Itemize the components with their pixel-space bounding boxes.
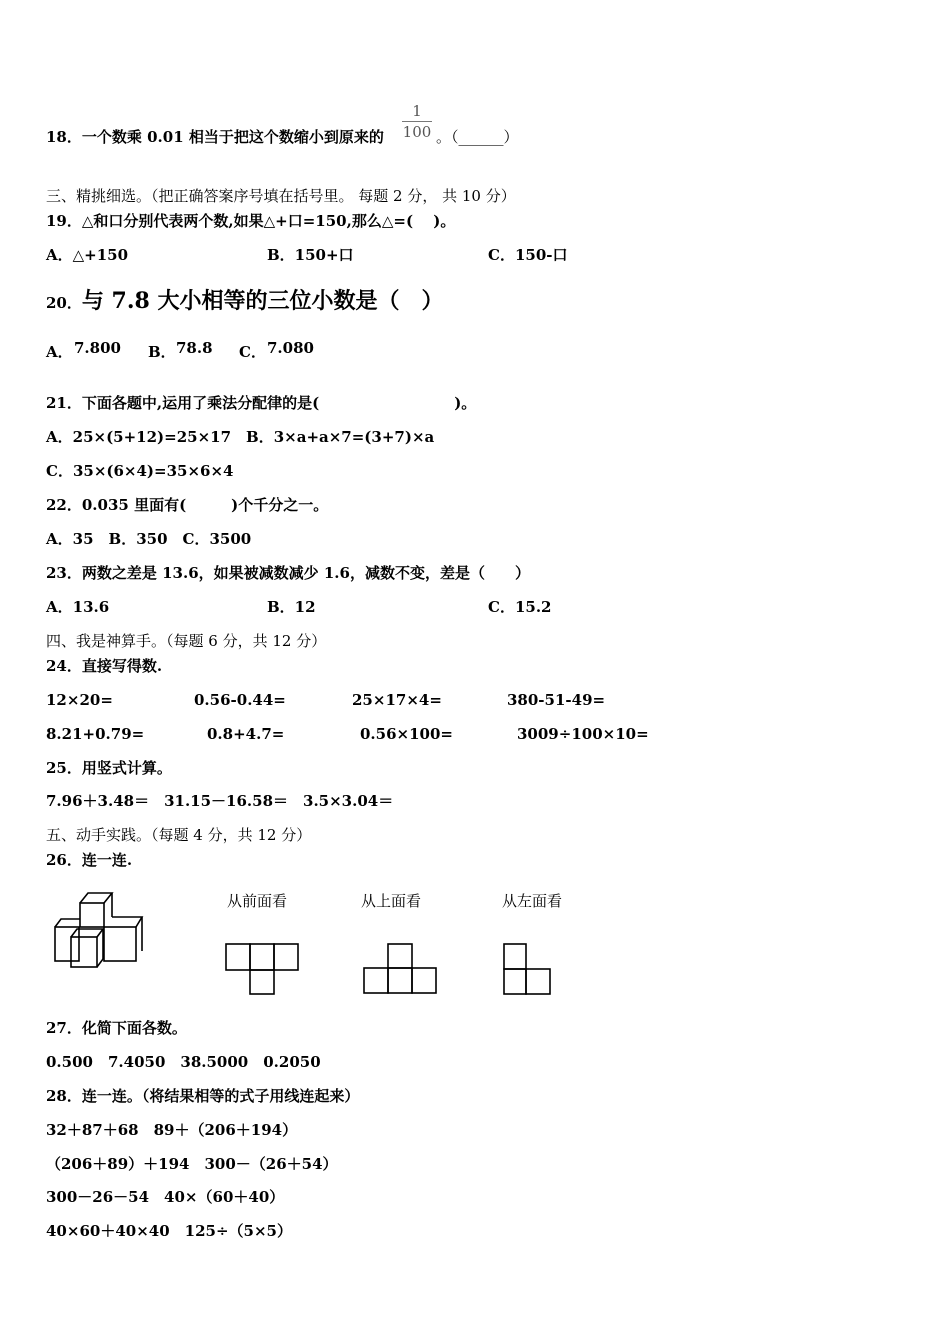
q28-row: 300－26－54 40×（60＋40） xyxy=(46,1188,285,1206)
left-view-figure xyxy=(500,940,560,1000)
q22-options: A．35 B．350 C．3500 xyxy=(46,530,252,548)
q24-item: 0.8+4.7= xyxy=(207,725,285,743)
q24-item: 8.21+0.79= xyxy=(46,725,145,743)
q24-text: 24．直接写得数. xyxy=(46,657,163,675)
q20-option-b-label: B． xyxy=(148,343,176,361)
q24-item: 0.56-0.44= xyxy=(194,691,286,709)
q21-option-c: C．35×(6×4)=35×6×4 xyxy=(46,462,234,480)
q23-option-c: C．15.2 xyxy=(488,598,552,616)
q19-option-a: A．△+150 xyxy=(46,246,129,264)
q25-items: 7.96＋3.48＝ 31.15－16.58＝ 3.5×3.04＝ xyxy=(46,792,394,810)
q21-text: 21．下面各题中,运用了乘法分配律的是( )。 xyxy=(46,394,477,412)
q20-option-c-label: C． xyxy=(239,343,266,361)
q23-option-b: B．12 xyxy=(267,598,316,616)
q26-text: 26．连一连. xyxy=(46,851,133,869)
q24-item: 0.56×100= xyxy=(360,725,453,743)
q20-text: 20．与 7.8 大小相等的三位小数是（ ） xyxy=(46,288,444,314)
q19-option-b: B．150+口 xyxy=(267,246,354,264)
q23-text: 23．两数之差是 13.6，如果被减数减少 1.6，减数不变，差是（ ） xyxy=(46,564,530,582)
q19-option-c: C．150-口 xyxy=(488,246,568,264)
front-view-figure xyxy=(222,940,332,1000)
view-label-left: 从左面看 xyxy=(502,892,563,910)
q20-option-a-label: A． xyxy=(46,343,73,361)
q21-options-ab: A．25×(5+12)=25×17 B．3×a+a×7=(3+7)×a xyxy=(46,428,435,446)
q28-text: 28．连一连。（将结果相等的式子用线连起来） xyxy=(46,1087,360,1105)
q18-answer-blank: 。（______） xyxy=(436,128,519,146)
section4-heading: 四、我是神算手。（每题 6 分，共 12 分） xyxy=(46,632,327,650)
q18-text: 18．一个数乘 0.01 相当于把这个数缩小到原来的 xyxy=(46,128,384,146)
view-label-top: 从上面看 xyxy=(361,892,422,910)
cube-stack-figure xyxy=(47,885,157,975)
q28-row: （206＋89）＋194 300－（26＋54） xyxy=(46,1155,338,1173)
q20-option-c: 7.080 xyxy=(267,339,314,357)
fraction-one-hundredth: 1 100 xyxy=(402,102,432,141)
top-view-figure xyxy=(360,940,450,1000)
q20-option-b: 78.8 xyxy=(176,339,213,357)
q23-option-a: A．13.6 xyxy=(46,598,110,616)
q24-item: 380-51-49= xyxy=(507,691,606,709)
q27-text: 27．化简下面各数。 xyxy=(46,1019,187,1037)
q19-text: 19．△和口分别代表两个数,如果△+口=150,那么△=( )。 xyxy=(46,212,456,230)
q24-item: 12×20= xyxy=(46,691,113,709)
q27-items: 0.500 7.4050 38.5000 0.2050 xyxy=(46,1053,321,1071)
q24-item: 3009÷100×10= xyxy=(517,725,649,743)
q20-option-a: 7.800 xyxy=(74,339,121,357)
section3-heading: 三、精挑细选。（把正确答案序号填在括号里。 每题 2 分， 共 10 分） xyxy=(46,187,516,205)
q22-text: 22．0.035 里面有( )个千分之一。 xyxy=(46,496,329,514)
q24-item: 25×17×4= xyxy=(352,691,442,709)
q25-text: 25．用竖式计算。 xyxy=(46,759,172,777)
view-label-front: 从前面看 xyxy=(227,892,288,910)
q28-row: 32＋87＋68 89＋（206＋194） xyxy=(46,1121,298,1139)
section5-heading: 五、动手实践。（每题 4 分，共 12 分） xyxy=(46,826,312,844)
q28-row: 40×60＋40×40 125÷（5×5） xyxy=(46,1222,292,1240)
